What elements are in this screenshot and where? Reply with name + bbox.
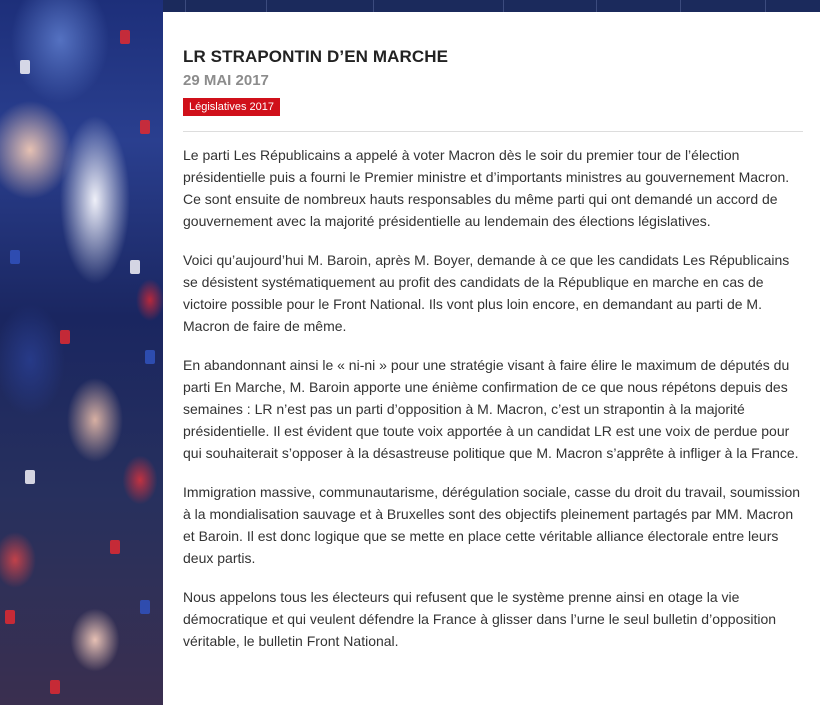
flag-decoration — [145, 350, 155, 364]
flag-decoration — [25, 470, 35, 484]
article-paragraph: Immigration massive, communautarisme, dérégulation sociale, casse du droit du travail, soumission à la mondialisation sauvage et à Bruxelles sont des objectifs pleinement partagés par MM. Macron et Baroin. Il est donc logique que se mette en place cette véritable alliance électorale entre leurs deux partis. — [183, 484, 801, 566]
rally-photo — [0, 0, 163, 705]
category-tag[interactable]: Législatives 2017 — [183, 98, 280, 116]
flag-decoration — [140, 600, 150, 614]
flag-decoration — [5, 610, 15, 624]
flag-decoration — [140, 120, 150, 134]
flag-decoration — [130, 260, 140, 274]
article-title: LR STRAPONTIN D’EN MARCHE — [183, 47, 449, 66]
article-paragraph: Nous appelons tous les électeurs qui refusent que le système prenne ainsi en otage la vie démocratique et qui veulent défendre la France à glisser dans l’urne le seul bulletin d’opposition véritable, le bulletin Front National. — [183, 589, 777, 649]
nav-separator — [185, 0, 186, 12]
nav-separator — [266, 0, 267, 12]
top-navigation-bar[interactable] — [163, 0, 820, 12]
flag-decoration — [10, 250, 20, 264]
nav-separator — [680, 0, 681, 12]
nav-separator — [596, 0, 597, 12]
flag-decoration — [120, 30, 130, 44]
flag-decoration — [50, 680, 60, 694]
flag-decoration — [60, 330, 70, 344]
divider — [183, 131, 803, 132]
article-paragraph: Le parti Les Républicains a appelé à voter Macron dès le soir du premier tour de l’élection présidentielle puis a fourni le Premier ministre et d’importants ministres au gouvernement Macron. Ce sont ensuite de nombreux hauts responsables du même parti qui ont demandé un accord de gouvernement avec la majorité présidentielle au lendemain des élections législatives. — [183, 147, 790, 229]
article-paragraph: En abandonnant ainsi le « ni-ni » pour une stratégie visant à faire élire le maximum de députés du parti En Marche, M. Baroin apporte une énième confirmation de ce que nous répétons depuis des semaines : LR n’est pas un parti d’opposition à M. Macron, c’est un strapontin à la majorité présidentielle. Il est évident que toute voix apportée à un candidat LR est une voix de perdue pour qui souhaiterait s’opposer à la désastreuse politique que M. Macron s’apprête à infliger à la France. — [183, 357, 799, 461]
flag-decoration — [20, 60, 30, 74]
article-paragraph: Voici qu’aujourd’hui M. Baroin, après M. Boyer, demande à ce que les candidats Les Républicains se désistent systématiquement au profit des candidats de la République en marche en cas de victoire possible pour le Front National. Ils vont plus loin encore, en demandant au parti de M. Macron de faire de même. — [183, 252, 790, 334]
nav-separator — [503, 0, 504, 12]
article — [183, 46, 803, 652]
article-date: 29 MAI 2017 — [183, 72, 269, 89]
flag-decoration — [110, 540, 120, 554]
nav-separator — [373, 0, 374, 12]
nav-separator — [765, 0, 766, 12]
